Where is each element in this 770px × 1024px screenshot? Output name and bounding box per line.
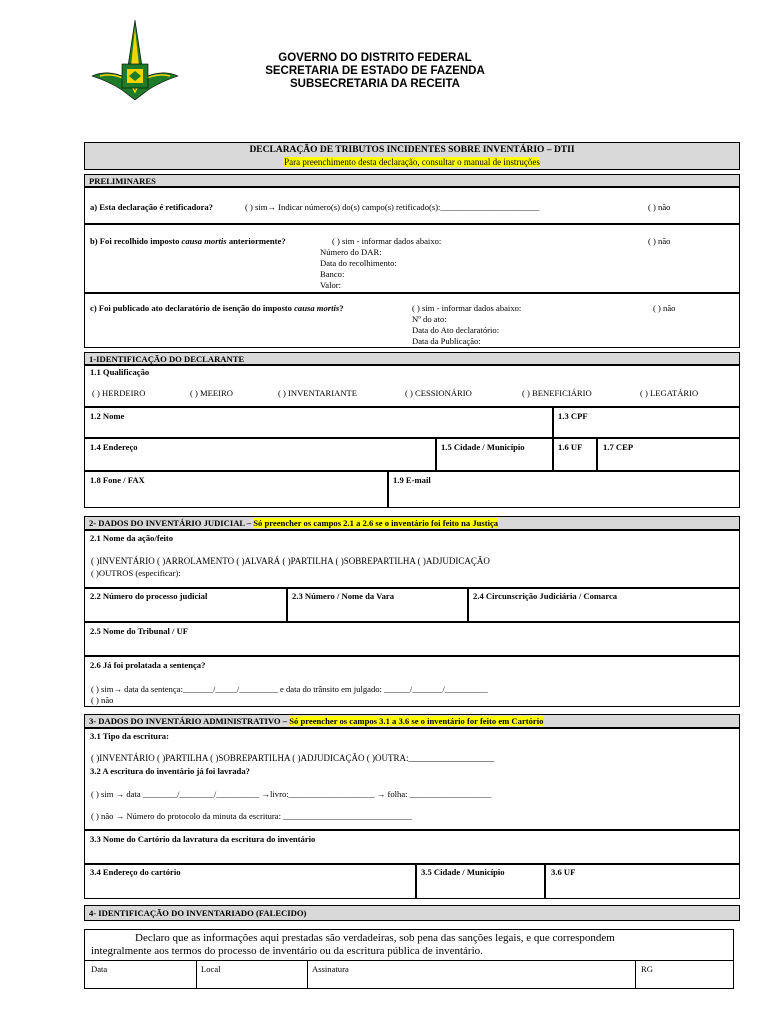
label-nome: 1.2 Nome [90, 411, 125, 421]
sentenca-sim[interactable]: ( ) sim→ data da sentença:_______/_____/_________ e data do trânsito em julgado: ______/_______/__________ [91, 684, 488, 694]
escritura-nao[interactable]: ( ) não → Número do protocolo da minuta da escritura: ______________________________ [91, 811, 413, 821]
form-subtitle: Para preenchimento desta declaração, consultar o manual de instruções [284, 157, 540, 167]
section-2-note: Só preencher os campos 2.1 a 2.6 se o inventário foi feito na Justiça [253, 518, 499, 528]
pre-c-data-ato: Data do Ato declaratório: [412, 325, 500, 335]
label-cpf: 1.3 CPF [558, 411, 588, 421]
section-3-note: Só preencher os campos 3.1 a 3.6 se o inventário for feito em Cartório [289, 716, 544, 726]
field-nome[interactable] [84, 407, 553, 438]
header-line-1: GOVERNO DO DISTRITO FEDERAL [278, 52, 472, 64]
header-line-3: SUBSECRETARIA DA RECEITA [290, 78, 460, 90]
col-divider-3 [635, 960, 636, 989]
label-nome-acao: 2.1 Nome da ação/feito [90, 533, 174, 543]
section-3-title: 3- DADOS DO INVENTÁRIO ADMINISTRATIVO – [89, 716, 288, 726]
label-cartorio: 3.3 Nome do Cartório da lavratura da escritura do inventário [90, 834, 316, 844]
opt-legatario[interactable]: ( ) LEGATÁRIO [640, 388, 699, 398]
pre-b-q3: anteriormente? [228, 236, 286, 246]
opt-herdeiro[interactable]: ( ) HERDEIRO [92, 388, 146, 398]
label-sentenca: 2.6 Já foi prolatada a sentença? [90, 660, 206, 670]
label-endereco: 1.4 Endereço [90, 442, 138, 452]
pre-b-valor: Valor: [320, 280, 342, 290]
opt-cessionario[interactable]: ( ) CESSIONÁRIO [405, 388, 472, 398]
label-tipo-escritura: 3.1 Tipo da escritura: [90, 731, 169, 741]
section-4-heading: 4- IDENTIFICAÇÃO DO INVENTARIADO (FALECIDO) [84, 905, 740, 921]
pre-b-question [90, 236, 286, 246]
pre-c-q2: causa mortis [294, 303, 340, 313]
pre-a-nao[interactable]: ( ) não [648, 202, 671, 212]
section-2-title: 2- DADOS DO INVENTÁRIO JUDICIAL – [89, 518, 252, 528]
form-subtitle-wrap [84, 157, 740, 167]
sec1-qualificacao-box [84, 365, 740, 407]
label-processo: 2.2 Número do processo judicial [90, 591, 208, 601]
pre-b-q1: b) Foi recolhido imposto [90, 236, 180, 246]
label-cep: 1.7 CEP [603, 442, 634, 452]
declaration-text-2: integralmente aos termos do processo de inventário ou da escritura pública de inventário. [91, 945, 483, 957]
opt-meeiro[interactable]: ( ) MEEIRO [190, 388, 233, 398]
section-3-heading [84, 714, 740, 728]
pre-c-sim[interactable]: ( ) sim - informar dados abaixo: [412, 303, 522, 313]
label-assinatura: Assinatura [312, 964, 349, 974]
pre-c-q1: c) Foi publicado ato declaratório de isenção do imposto [90, 303, 292, 313]
pre-c-q3: ? [339, 303, 344, 313]
pre-c-ato: Nº do ato: [412, 314, 447, 324]
sec1-qualificacao-label: 1.1 Qualificação [90, 367, 150, 377]
col-divider-2 [307, 960, 308, 989]
label-cidade: 1.5 Cidade / Município [441, 442, 525, 452]
label-local: Local [201, 964, 221, 974]
sec2-acao-options[interactable]: ( )INVENTÁRIO ( )ARROLAMENTO ( )ALVARÁ ( )PARTILHA ( )SOBREPARTILHA ( )ADJUDICAÇÃO [91, 556, 490, 566]
pre-b-banco: Banco: [320, 269, 345, 279]
form-title: DECLARAÇÃO DE TRIBUTOS INCIDENTES SOBRE INVENTÁRIO – DTII [249, 145, 575, 155]
pre-b-nao[interactable]: ( ) não [648, 236, 671, 246]
section-2-heading [84, 516, 740, 530]
opt-beneficiario[interactable]: ( ) BENEFICIÁRIO [522, 388, 592, 398]
label-uf: 1.6 UF [558, 442, 583, 452]
label-endereco-cartorio: 3.4 Endereço do cartório [90, 867, 181, 877]
pre-b-q2: causa mortis [181, 236, 227, 246]
escritura-sim[interactable]: ( ) sim → data ________/________/__________ →livro:____________________ → folha: ___________________ [91, 789, 492, 799]
label-uf-cartorio: 3.6 UF [551, 867, 576, 877]
pre-b-data: Data do recolhimento: [320, 258, 397, 268]
pre-c-publicacao: Data da Publicação: [412, 336, 481, 346]
pre-c-question [90, 303, 344, 313]
label-circunscricao: 2.4 Circunscrição Judiciária / Comarca [473, 591, 618, 601]
pre-c-nao[interactable]: ( ) não [653, 303, 676, 313]
label-rg: RG [641, 964, 653, 974]
sec3-tipo-options[interactable]: ( )INVENTÁRIO ( )PARTILHA ( )SOBREPARTILHA ( )ADJUDICAÇÃO ( )OUTRA:___________________ [91, 753, 494, 763]
label-data: Data [91, 964, 108, 974]
label-cidade-cartorio: 3.5 Cidade / Município [421, 867, 505, 877]
pre-b-sim[interactable]: ( ) sim - informar dados abaixo: [332, 236, 442, 246]
label-tribunal: 2.5 Nome do Tribunal / UF [90, 626, 189, 636]
gdf-emblem [90, 18, 180, 102]
label-vara: 2.3 Número / Nome da Vara [292, 591, 395, 601]
label-fone: 1.8 Fone / FAX [90, 475, 145, 485]
declaration-text-1: Declaro que as informações aqui prestadas são verdadeiras, sob pena das sanções legais, e que correspondem [135, 932, 615, 944]
pre-b-dar: Número do DAR: [320, 247, 382, 257]
pre-b-box [84, 224, 740, 293]
opt-inventariante[interactable]: ( ) INVENTARIANTE [278, 388, 358, 398]
header-line-2: SECRETARIA DE ESTADO DE FAZENDA [265, 65, 485, 77]
pre-a-question: a) Esta declaração é retificadora? [90, 202, 213, 212]
pre-a-sim[interactable]: ( ) sim→ Indicar número(s) do(s) campo(s) retificado(s):_______________________ [245, 202, 540, 212]
col-divider-1 [196, 960, 197, 989]
section-1-heading: 1-IDENTIFICAÇÃO DO DECLARANTE [84, 352, 740, 365]
section-preliminares: PRELIMINARES [84, 174, 740, 187]
field-email[interactable] [388, 471, 740, 508]
sentenca-nao[interactable]: ( ) não [91, 695, 114, 705]
label-escritura-lavrada: 3.2 A escritura do inventário já foi lavrada? [90, 766, 250, 776]
declaration-divider [84, 960, 734, 961]
sec2-outros[interactable]: ( )OUTROS (especificar): [91, 568, 181, 578]
label-email: 1.9 E-mail [393, 475, 431, 485]
